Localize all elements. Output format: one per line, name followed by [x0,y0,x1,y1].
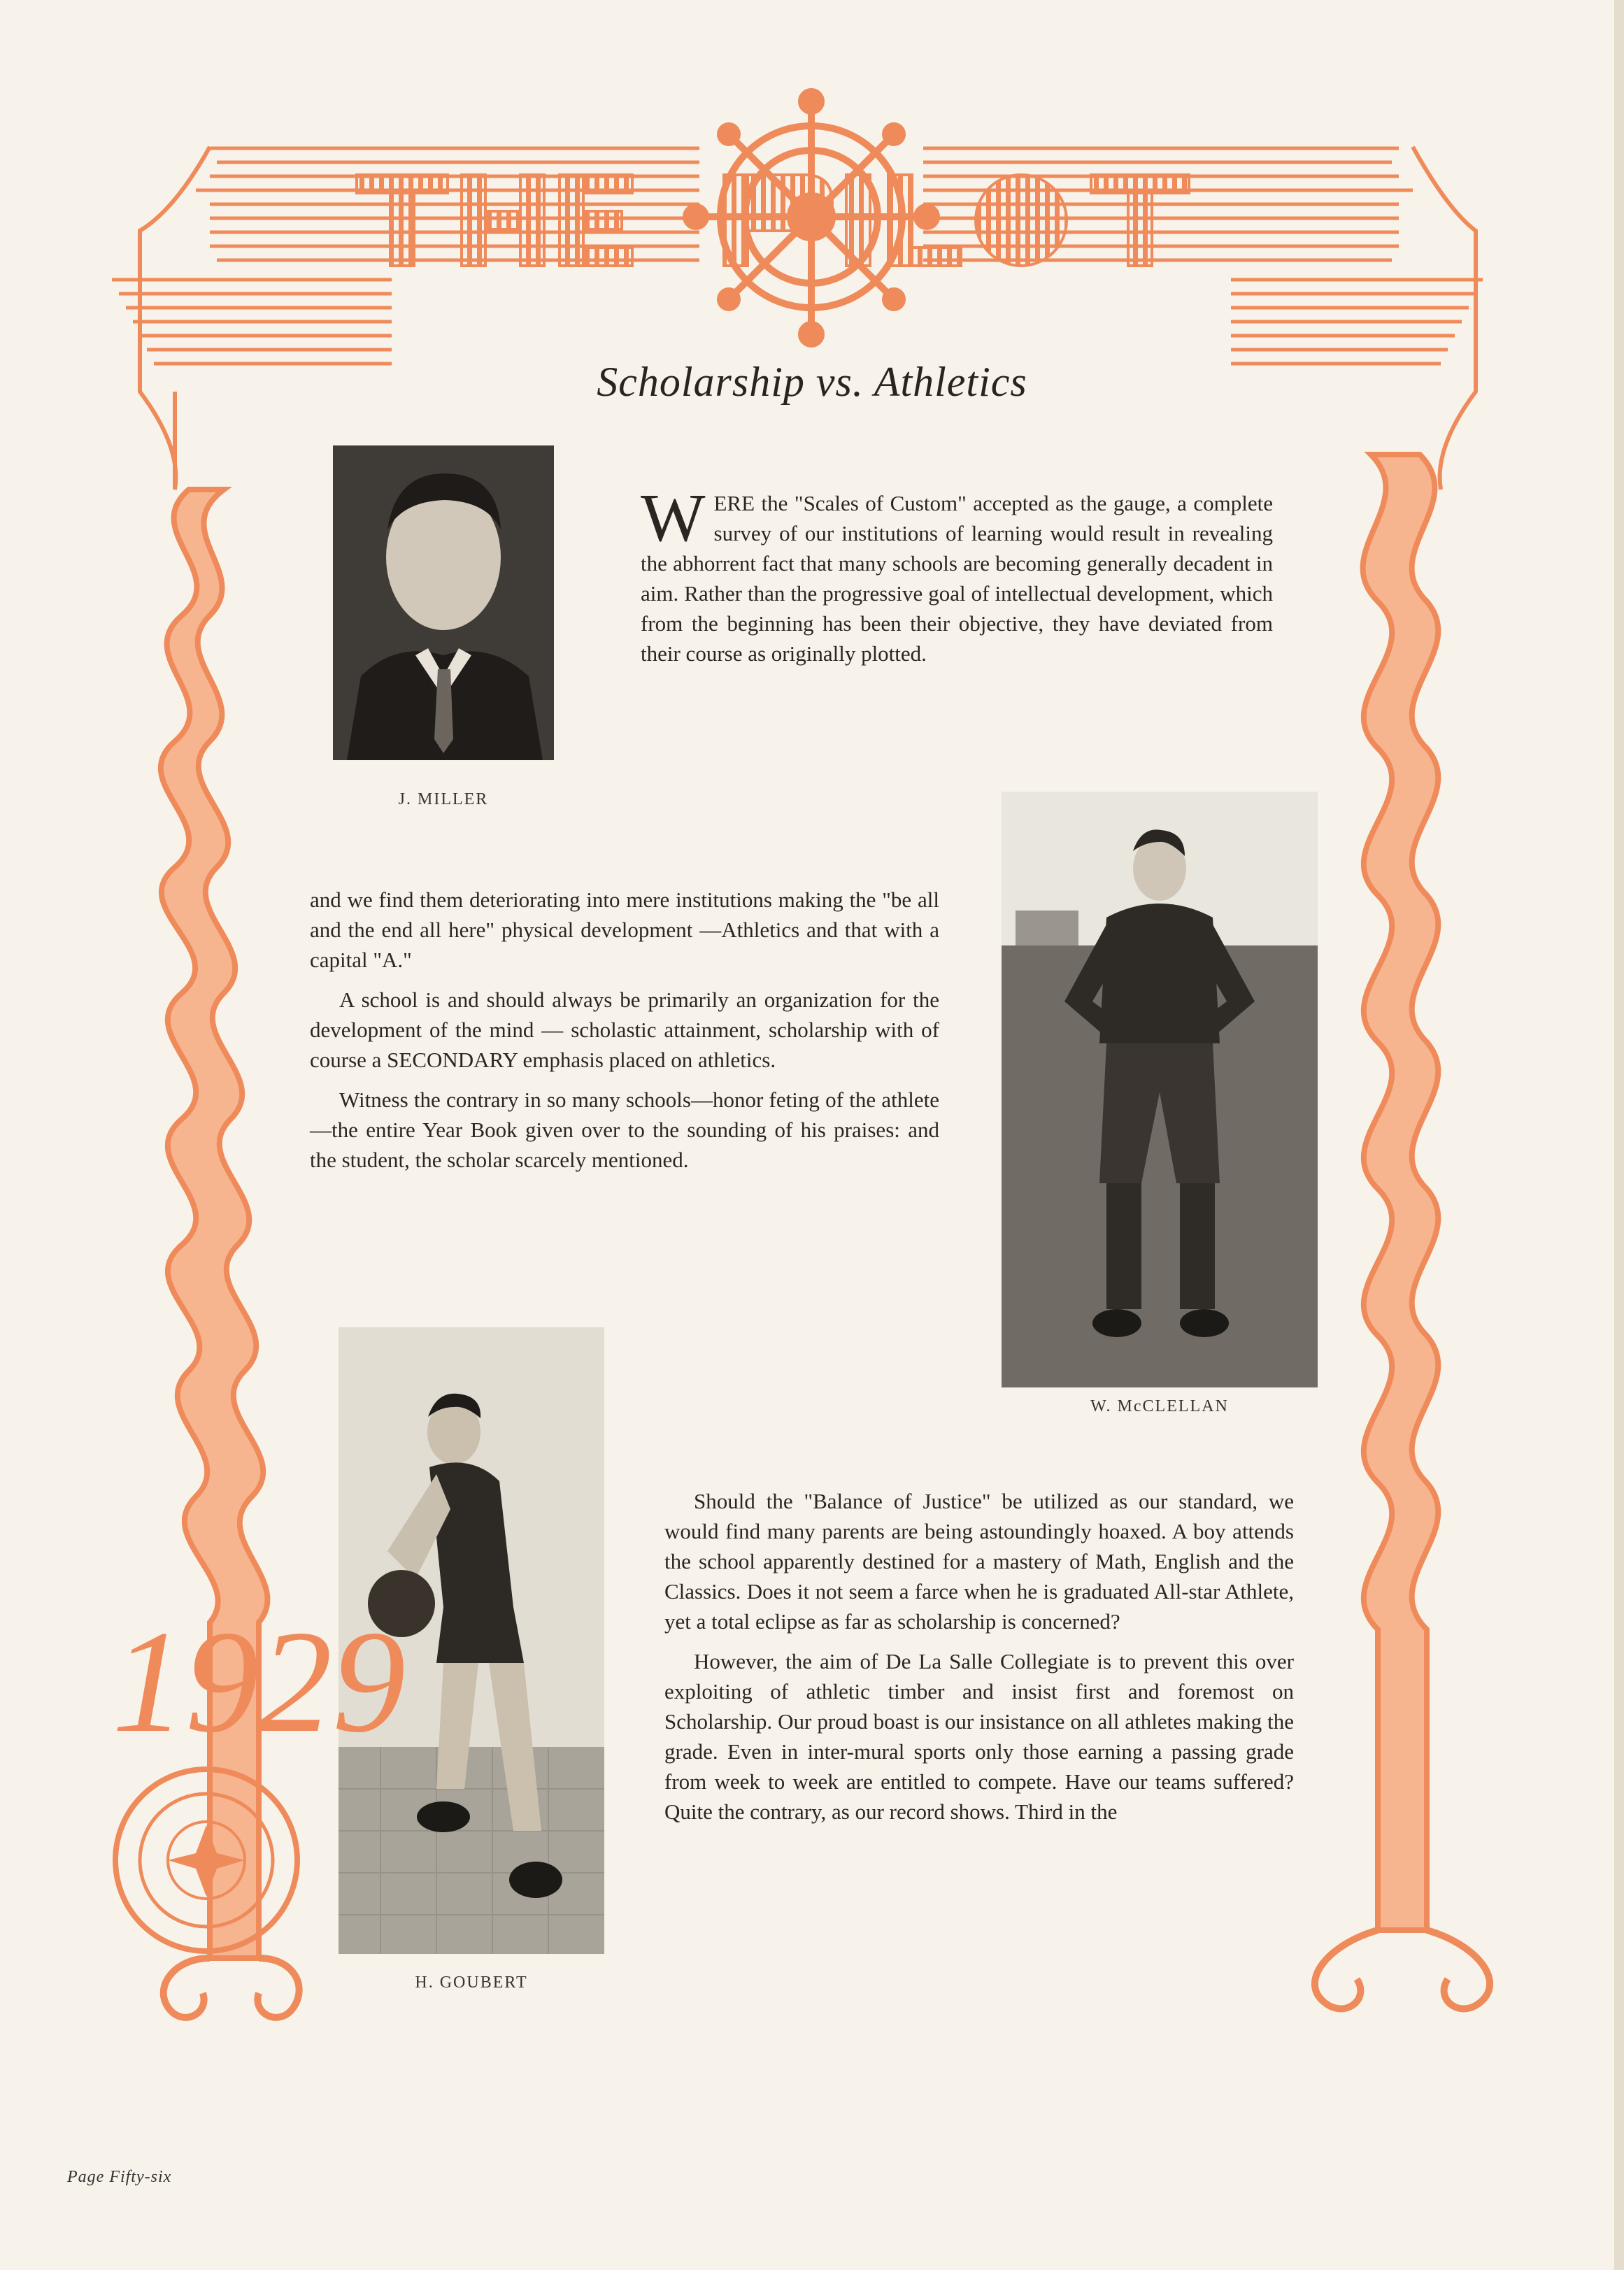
miller-portrait-photo [333,445,554,760]
miller-caption: J. MILLER [398,790,489,808]
continuation-paragraph: and we find them deteriorating into mere institutions making the "be all and the end all here" physical development —Athletics and that with a capital "A." [310,887,939,972]
mcclellan-football-photo [1002,792,1318,1387]
intro-text: ERE the "Scales of Custom" accepted as the gauge, a complete survey of our institutions of learning would result in revealing the abhorrent fact that many schools are becoming generally decadent in aim. Rather than the progressive goal of intellectual development, which from the beginning has been their objective, they have deviated from their course as originally plotted. [641,491,1273,666]
year-badge: 1929 [112,1601,406,1763]
balance-paragraph: Should the "Balance of Justice" be utilized as our standard, we would find many parents are being astoundingly hoaxed. A boy attends the school apparently destined for a mastery of Math, English and the Classics. Does it not seem a farce when he is graduated All-star Athlete, yet a total eclipse as far as scholarship is concerned? [664,1489,1294,1634]
school-seal-icon [115,1769,297,1951]
drop-cap: W [641,480,706,556]
goubert-caption: H. GOUBERT [415,1973,528,1992]
lower-text-column [664,1486,1294,1836]
article-title: Scholarship vs. Athletics [597,359,1027,405]
school-paragraph: A school is and should always be primarily an organization for the development of the mind — scholastic attainment, scholarship with of course a SECONDARY emphasis placed on athletics. [310,987,939,1072]
intro-paragraph [641,480,1273,678]
middle-text-column [310,885,939,1185]
page-number: Page Fifty-six [67,2168,172,2186]
right-pillar-ornament [1363,455,1439,1930]
however-paragraph: However, the aim of De La Salle Collegiate is to prevent this over exploiting of athletic timber and insist first and foremost on Scholarship. Our proud boast is our insistance on all athletes making the grade. Even in inter-mural sports only those earning a passing grade from week to week are entitled to compete. Have our teams suffered? Quite the contrary, as our record shows. Third in the [664,1649,1294,1824]
mcclellan-caption: W. McCLELLAN [1090,1397,1229,1415]
witness-paragraph: Witness the contrary in so many schools—honor feting of the athlete—the entire Year Book given over to the sounding of his praises: and the student, the scholar scarcely mentioned. [310,1087,939,1172]
the-pilot-logo [350,168,1224,273]
